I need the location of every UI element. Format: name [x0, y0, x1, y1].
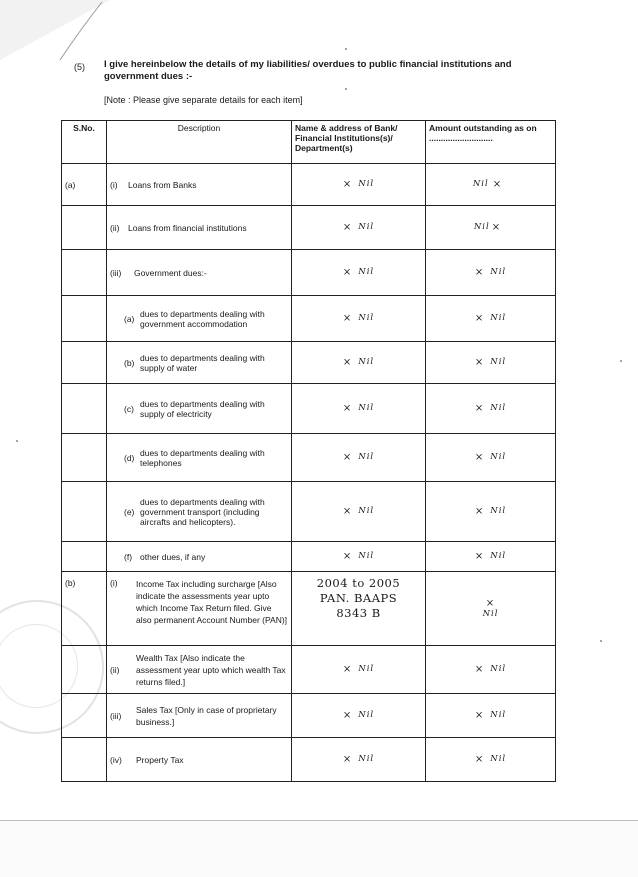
handwritten-nil: Nil	[358, 267, 375, 277]
row-amount-value	[426, 646, 556, 694]
row-amount-value	[426, 342, 556, 384]
handwritten-nil: Nil	[358, 357, 375, 367]
row-name-value	[292, 694, 426, 738]
cross-mark: ×	[342, 452, 353, 463]
handwritten-nil: Nil	[358, 452, 375, 462]
cross-mark: ×	[342, 506, 353, 517]
handwritten-pan-line: 8343 B	[336, 606, 381, 620]
row-roman: (ii)	[110, 222, 120, 233]
cross-mark: ×	[485, 598, 496, 609]
handwritten-nil: Nil	[358, 179, 375, 189]
table-row	[62, 296, 556, 342]
handwritten-nil: Nil	[473, 222, 490, 232]
row-text: dues to departments dealing with supply of electricity	[140, 398, 265, 419]
folded-corner-mark	[0, 0, 110, 60]
scan-bottom-edge	[0, 820, 638, 877]
table-row	[62, 646, 556, 694]
row-description	[107, 342, 292, 384]
row-name-value	[292, 164, 426, 206]
row-name-value	[292, 384, 426, 434]
header-amount: Amount outstanding as on ...........................	[426, 121, 556, 164]
row-amount-value	[426, 482, 556, 542]
row-sno	[62, 206, 107, 250]
row-letter: (a)	[124, 313, 135, 324]
row-letter: (b)	[124, 357, 135, 368]
section-number: (5)	[74, 62, 85, 72]
cross-mark: ×	[342, 551, 353, 562]
handwritten-nil: Nil	[358, 403, 375, 413]
row-text: other dues, if any	[140, 551, 206, 562]
row-sno: (a)	[62, 164, 107, 206]
cross-mark: ×	[342, 664, 353, 675]
handwritten-nil: Nil	[358, 313, 375, 323]
row-sno	[62, 482, 107, 542]
cross-mark: ×	[342, 754, 353, 765]
handwritten-nil: Nil	[358, 222, 375, 232]
row-description	[107, 250, 292, 296]
handwritten-nil: Nil	[490, 452, 507, 462]
table-header-row	[62, 121, 556, 164]
handwritten-nil: Nil	[358, 664, 375, 674]
handwritten-nil: Nil	[490, 313, 507, 323]
cross-mark: ×	[342, 313, 353, 324]
row-amount-value	[426, 164, 556, 206]
cross-mark: ×	[491, 222, 502, 233]
row-sno	[62, 694, 107, 738]
table-row	[62, 164, 556, 206]
row-letter: (e)	[124, 506, 135, 517]
row-amount-value	[426, 572, 556, 646]
section-heading: I give hereinbelow the details of my liabilities/ overdues to public financial institutions and government dues :-	[104, 59, 512, 82]
row-name-value	[292, 738, 426, 782]
row-name-value	[292, 296, 426, 342]
row-text: dues to departments dealing with government transport (including aircrafts and helicopters).	[140, 496, 265, 527]
row-amount-value	[426, 384, 556, 434]
cross-mark: ×	[342, 179, 353, 190]
row-text: Wealth Tax [Also indicate the assessment year upto which wealth Tax returns filed.]	[136, 652, 286, 687]
row-name-value	[292, 482, 426, 542]
row-amount-value	[426, 296, 556, 342]
handwritten-nil: Nil	[490, 754, 507, 764]
row-text: Government dues:-	[134, 267, 207, 278]
handwritten-pan-line: PAN. BAAPS	[319, 591, 398, 605]
row-roman: (iii)	[110, 710, 122, 721]
cross-mark: ×	[474, 357, 485, 368]
cross-mark: ×	[342, 267, 353, 278]
row-description	[107, 542, 292, 572]
row-amount-value	[426, 206, 556, 250]
handwritten-nil: Nil	[490, 357, 507, 367]
row-description	[107, 164, 292, 206]
row-text: Sales Tax [Only in case of proprietary business.]	[136, 704, 277, 727]
row-name-value	[292, 434, 426, 482]
row-text: dues to departments dealing with telephones	[140, 447, 265, 468]
row-sno	[62, 646, 107, 694]
handwritten-nil: Nil	[358, 754, 375, 764]
row-description	[107, 434, 292, 482]
table-row	[62, 384, 556, 434]
table-row	[62, 206, 556, 250]
row-name-value	[292, 646, 426, 694]
cross-mark: ×	[492, 179, 503, 190]
row-name-value	[292, 342, 426, 384]
row-sno	[62, 738, 107, 782]
row-description	[107, 482, 292, 542]
liabilities-table	[61, 120, 556, 782]
row-letter: (d)	[124, 452, 135, 463]
cross-mark: ×	[474, 403, 485, 414]
row-sno	[62, 296, 107, 342]
row-letter: (c)	[124, 403, 134, 414]
row-description	[107, 206, 292, 250]
row-text: Loans from financial institutions	[128, 222, 247, 233]
table-row	[62, 482, 556, 542]
cross-mark: ×	[474, 754, 485, 765]
row-amount-value	[426, 250, 556, 296]
handwritten-nil: Nil	[490, 403, 507, 413]
row-roman: (i)	[110, 179, 118, 190]
row-sno	[62, 250, 107, 296]
cross-mark: ×	[474, 506, 485, 517]
handwritten-year: 2004 to 2005	[316, 576, 401, 590]
handwritten-nil: Nil	[472, 179, 489, 189]
row-description	[107, 296, 292, 342]
header-sno: S.No.	[62, 121, 107, 164]
cross-mark: ×	[474, 551, 485, 562]
cross-mark: ×	[474, 452, 485, 463]
row-text: Property Tax	[136, 754, 184, 765]
table-row	[62, 694, 556, 738]
table-row	[62, 738, 556, 782]
row-roman: (ii)	[110, 664, 120, 675]
row-amount-value	[426, 738, 556, 782]
cross-mark: ×	[342, 222, 353, 233]
header-description: Description	[107, 121, 292, 164]
row-description	[107, 694, 292, 738]
row-sno	[62, 542, 107, 572]
row-text: dues to departments dealing with government accommodation	[140, 308, 265, 329]
row-name-value	[292, 572, 426, 646]
cross-mark: ×	[342, 710, 353, 721]
table-row	[62, 434, 556, 482]
cross-mark: ×	[342, 403, 353, 414]
row-description	[107, 384, 292, 434]
cross-mark: ×	[474, 664, 485, 675]
cross-mark: ×	[474, 710, 485, 721]
table-row	[62, 572, 556, 646]
section-note: [Note : Please give separate details for each item]	[104, 95, 303, 105]
handwritten-nil: Nil	[490, 710, 507, 720]
row-letter: (f)	[124, 551, 133, 562]
handwritten-nil: Nil	[490, 506, 507, 516]
row-name-value	[292, 250, 426, 296]
handwritten-nil: Nil	[358, 551, 375, 561]
handwritten-nil: Nil	[358, 710, 375, 720]
handwritten-nil: Nil	[490, 664, 507, 674]
row-amount-value	[426, 434, 556, 482]
row-text: Loans from Banks	[128, 179, 197, 190]
row-amount-value	[426, 542, 556, 572]
handwritten-nil: Nil	[358, 506, 375, 516]
row-text: Income Tax including surcharge [Also indicate the assessments year upto which Income Tax Return filed. Give also permanent Account Number (PAN)]	[136, 579, 288, 625]
handwritten-nil: Nil	[490, 267, 507, 277]
row-sno	[62, 434, 107, 482]
row-text: dues to departments dealing with supply of water	[140, 352, 265, 373]
table-row	[62, 342, 556, 384]
row-sno	[62, 384, 107, 434]
row-roman: (iii)	[110, 267, 122, 278]
row-description	[107, 646, 292, 694]
cross-mark: ×	[474, 267, 485, 278]
table-row	[62, 542, 556, 572]
cross-mark: ×	[474, 313, 485, 324]
row-name-value	[292, 206, 426, 250]
row-sno	[62, 342, 107, 384]
handwritten-nil: Nil	[490, 551, 507, 561]
row-roman: (i)	[110, 578, 118, 588]
row-description	[107, 738, 292, 782]
row-sno: (b)	[62, 572, 107, 646]
row-description	[107, 572, 292, 646]
row-roman: (iv)	[110, 754, 122, 765]
handwritten-nil: Nil	[482, 609, 499, 619]
row-name-value	[292, 542, 426, 572]
header-name-address: Name & address of Bank/ Financial Institutions(s)/ Department(s)	[292, 121, 426, 164]
table-row	[62, 250, 556, 296]
row-amount-value	[426, 694, 556, 738]
cross-mark: ×	[342, 357, 353, 368]
